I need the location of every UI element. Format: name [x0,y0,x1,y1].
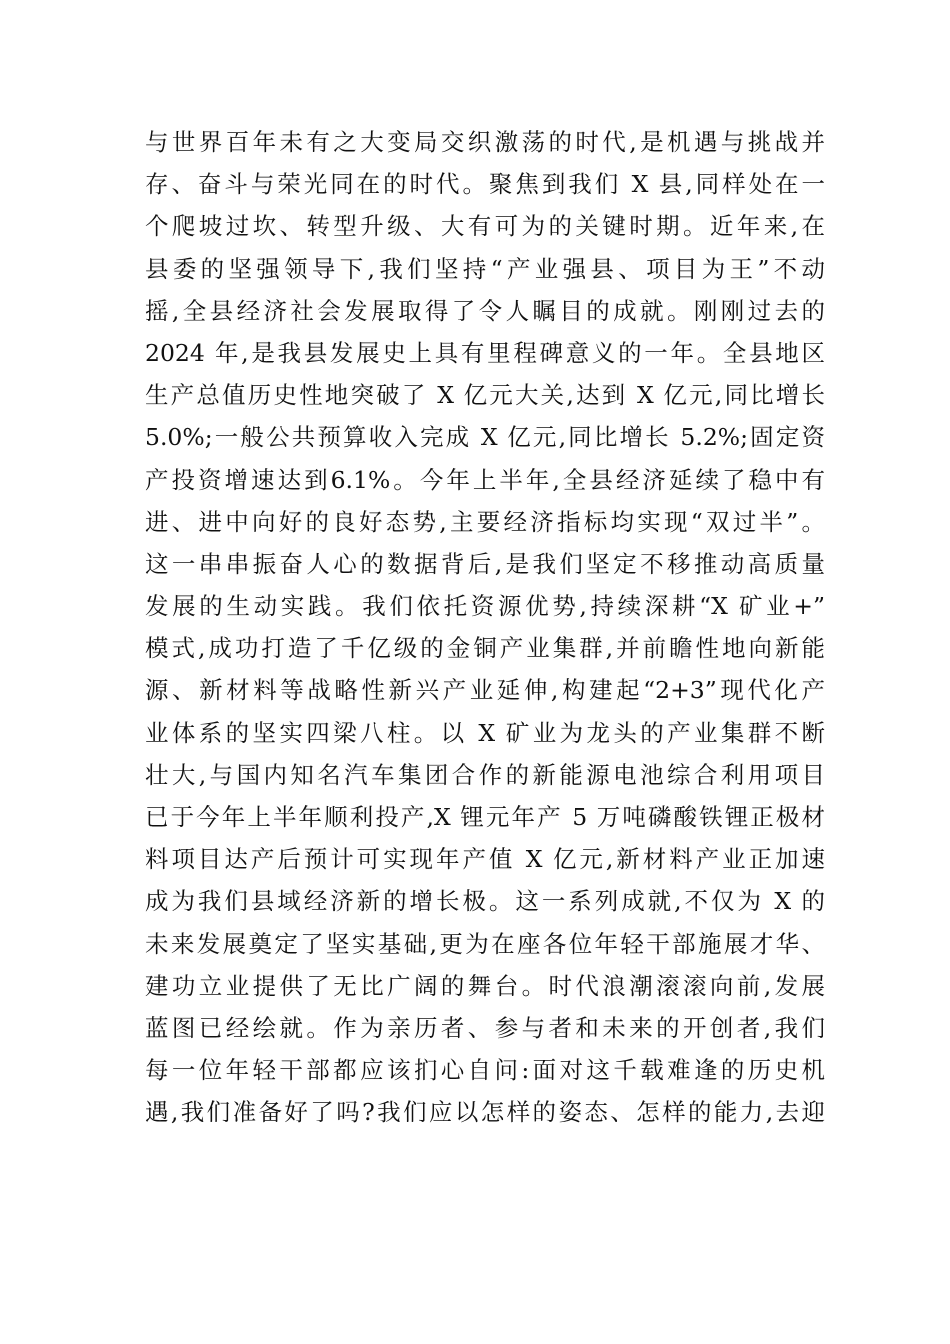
text-line: 县委的坚强领导下,我们坚持“产业强县、项目为王”不动 [145,254,825,283]
text-line: 存、奋斗与荣光同在的时代。聚焦到我们 X 县,同样处在一 [145,170,825,199]
text-line: 5.0%;一般公共预算收入完成 X 亿元,同比增长 5.2%;固定资 [145,423,825,452]
text-line: 2024 年,是我县发展史上具有里程碑意义的一年。全县地区 [145,338,825,367]
body-paragraph [145,121,825,1134]
text-line: 与世界百年未有之大变局交织激荡的时代,是机遇与挑战并 [145,128,825,156]
text-line: 壮大,与国内知名汽车集团合作的新能源电池综合利用项目 [145,760,825,789]
text-line: 发展的生动实践。我们依托资源优势,持续深耕“X 矿业+” [145,592,825,621]
text-line: 遇,我们准备好了吗?我们应以怎样的姿态、怎样的能力,去迎 [145,1098,825,1127]
text-line: 进、进中向好的良好态势,主要经济指标均实现“双过半”。 [145,507,825,536]
text-line: 料项目达产后预计可实现年产值 X 亿元,新材料产业正加速 [145,845,825,874]
text-line: 每一位年轻干部都应该扪心自问:面对这千载难逢的历史机 [145,1056,825,1085]
text-line: 成为我们县域经济新的增长极。这一系列成就,不仅为 X 的 [145,887,825,916]
text-line: 源、新材料等战略性新兴产业延伸,构建起“2+3”现代化产 [145,676,825,705]
text-line: 业体系的坚实四梁八柱。以 X 矿业为龙头的产业集群不断 [145,718,825,747]
text-line: 模式,成功打造了千亿级的金铜产业集群,并前瞻性地向新能 [145,634,825,663]
text-line: 产投资增速达到6.1%。今年上半年,全县经济延续了稳中有 [145,465,825,494]
text-line: 摇,全县经济社会发展取得了令人瞩目的成就。刚刚过去的 [145,296,825,325]
text-line: 已于今年上半年顺利投产,X 锂元年产 5 万吨磷酸铁锂正极材 [145,803,825,831]
text-line: 蓝图已经绘就。作为亲历者、参与者和未来的开创者,我们 [145,1013,825,1042]
text-line: 建功立业提供了无比广阔的舞台。时代浪潮滚滚向前,发展 [145,971,825,1000]
text-line: 未来发展奠定了坚实基础,更为在座各位年轻干部施展才华、 [145,929,825,958]
text-line: 这一串串振奋人心的数据背后,是我们坚定不移推动高质量 [145,549,825,578]
text-line: 个爬坡过坎、转型升级、大有可为的关键时期。近年来,在 [145,212,825,241]
text-line: 生产总值历史性地突破了 X 亿元大关,达到 X 亿元,同比增长 [145,381,825,410]
